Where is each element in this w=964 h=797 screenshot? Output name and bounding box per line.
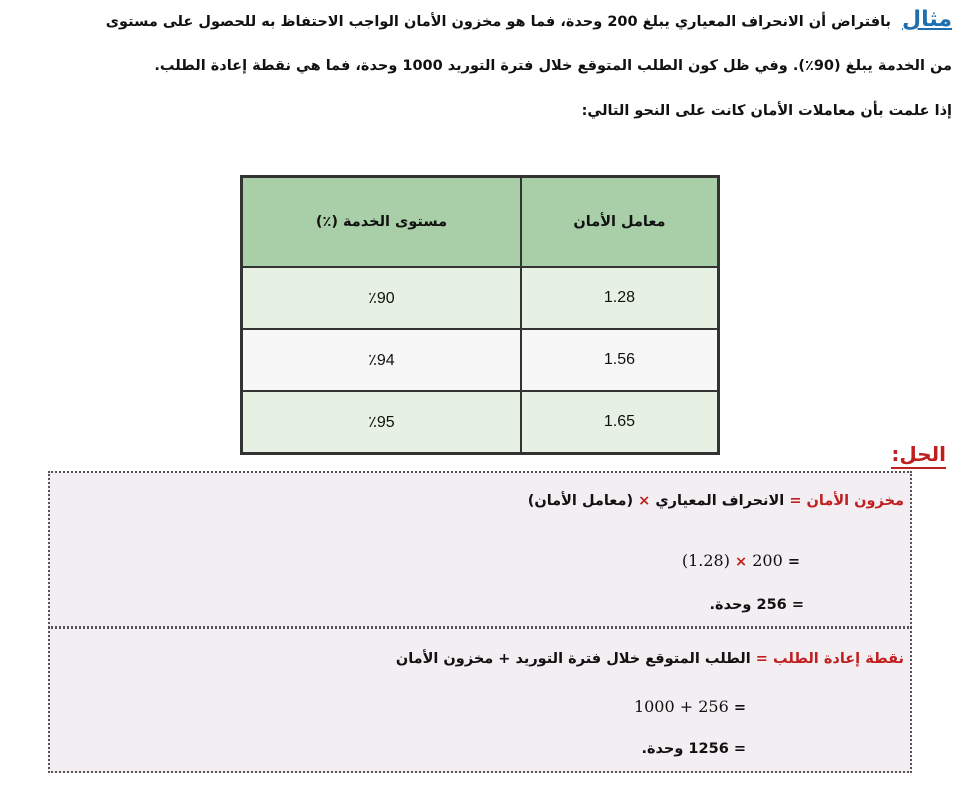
cell-service: ٪94	[242, 329, 521, 391]
cell-factor: 1.28	[521, 267, 718, 329]
step-result: 1256 وحدة.	[641, 741, 729, 757]
problem-line-2	[10, 56, 952, 76]
table-row	[242, 329, 718, 391]
multiply-sign: ×	[735, 554, 748, 570]
problem-text-3: إذا علمت بأن معاملات الأمان كانت على النحو التالي:	[581, 103, 952, 119]
cell-service: ٪95	[242, 391, 521, 453]
reorder-point-formula	[396, 651, 904, 667]
safety-stock-step-2	[710, 597, 804, 613]
safety-factor-table	[240, 175, 720, 455]
safety-stock-step-1	[682, 551, 800, 570]
cell-factor: 1.56	[521, 329, 718, 391]
equals-sign: =	[791, 597, 804, 613]
table-row	[242, 267, 718, 329]
problem-text-1: بافتراض أن الانحراف المعياري يبلغ 200 وحدة، فما هو مخزون الأمان الواجب الاحتفاظ به للحصول على مستوى	[105, 14, 891, 30]
header-service-level: مستوى الخدمة (٪)	[242, 177, 521, 267]
std-deviation-term: الانحراف المعياري	[655, 493, 785, 509]
problem-line-1	[10, 7, 952, 32]
equals-sign: =	[755, 651, 768, 667]
safety-stock-box	[48, 471, 912, 628]
reorder-formula-text: الطلب المتوقع خلال فترة التوريد + مخزون الأمان	[395, 651, 751, 667]
example-label: مثال	[902, 7, 952, 32]
problem-line-3	[10, 101, 952, 121]
solution-title: الحل:	[891, 442, 946, 469]
reorder-point-box	[48, 627, 912, 773]
step-result: 256 وحدة.	[709, 597, 787, 613]
cell-factor: 1.65	[521, 391, 718, 453]
safety-stock-term: مخزون الأمان	[806, 493, 904, 509]
table-header-row	[242, 177, 718, 267]
cell-service: ٪90	[242, 267, 521, 329]
header-safety-factor: معامل الأمان	[521, 177, 718, 267]
multiply-sign: ×	[638, 493, 651, 509]
equals-sign: =	[789, 493, 802, 509]
safety-factor-term: (معامل الأمان)	[527, 493, 634, 509]
step-value: (1.28)	[681, 551, 730, 570]
equals-sign: =	[733, 700, 746, 716]
table-row	[242, 391, 718, 453]
equals-sign: =	[733, 741, 746, 757]
step-value: 200	[752, 551, 783, 570]
reorder-point-step-2	[641, 741, 746, 757]
problem-text-2: من الخدمة يبلغ (90٪). وفي ظل كون الطلب المتوقع خلال فترة التوريد 1000 وحدة، فما هي نقطة إعادة الطلب.	[154, 58, 952, 74]
reorder-point-term: نقطة إعادة الطلب	[772, 651, 904, 667]
safety-stock-formula	[528, 493, 904, 509]
step-value: 1000 + 256	[633, 697, 729, 716]
reorder-point-step-1	[634, 697, 746, 716]
equals-sign: =	[787, 554, 800, 570]
